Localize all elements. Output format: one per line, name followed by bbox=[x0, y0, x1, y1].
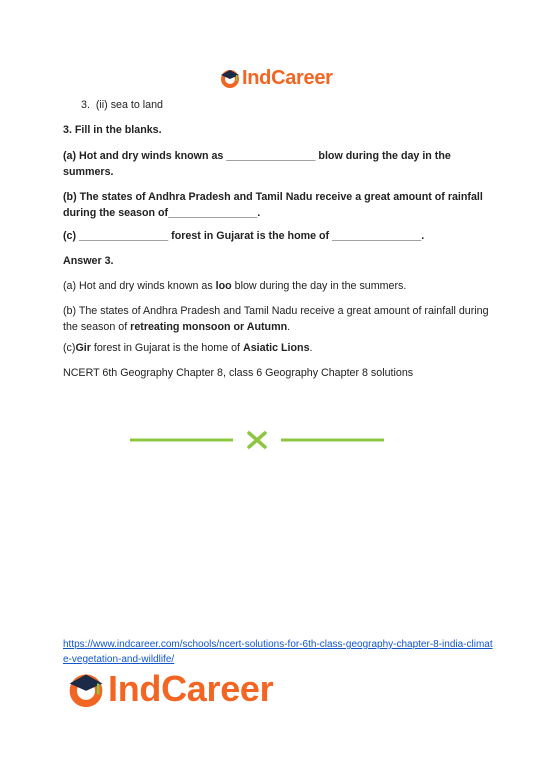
list-item: 3. (ii) sea to land bbox=[81, 99, 164, 111]
divider-cross-icon bbox=[130, 430, 384, 450]
answer-b: (b) The states of Andhra Pradesh and Tamil Nadu receive a great amount of rainfall during the season of retreating monsoon or Autumn. bbox=[63, 305, 489, 333]
indcareer-logo-bottom bbox=[66, 668, 273, 710]
graduation-cap-icon bbox=[219, 67, 241, 89]
answer-c: (c)Gir forest in Gujarat is the home of Asiatic Lions. bbox=[63, 342, 313, 354]
logo-wordmark: IndCareer bbox=[242, 67, 333, 89]
source-link[interactable]: https://www.indcareer.com/schools/ncert-solutions-for-6th-class-geography-chapter-8-india-climate-vegetation-and-wildlife/ bbox=[63, 639, 493, 665]
footer-note: NCERT 6th Geography Chapter 8, class 6 Geography Chapter 8 solutions bbox=[63, 367, 414, 379]
indcareer-logo-top bbox=[219, 66, 333, 90]
answer-heading: Answer 3. bbox=[63, 255, 114, 267]
graduation-cap-icon bbox=[66, 669, 106, 709]
question-a: (a) Hot and dry winds known as _______________ blow during the day in the summers. bbox=[63, 150, 451, 178]
question-b: (b) The states of Andhra Pradesh and Tamil Nadu receive a great amount of rainfall during the season of_______________. bbox=[63, 191, 483, 219]
answer-a: (a) Hot and dry winds known as loo blow during the day in the summers. bbox=[63, 280, 407, 292]
section-heading: 3. Fill in the blanks. bbox=[63, 124, 162, 136]
logo-wordmark: IndCareer bbox=[108, 668, 274, 709]
question-c: (c) _______________ forest in Gujarat is the home of _______________. bbox=[63, 230, 425, 242]
